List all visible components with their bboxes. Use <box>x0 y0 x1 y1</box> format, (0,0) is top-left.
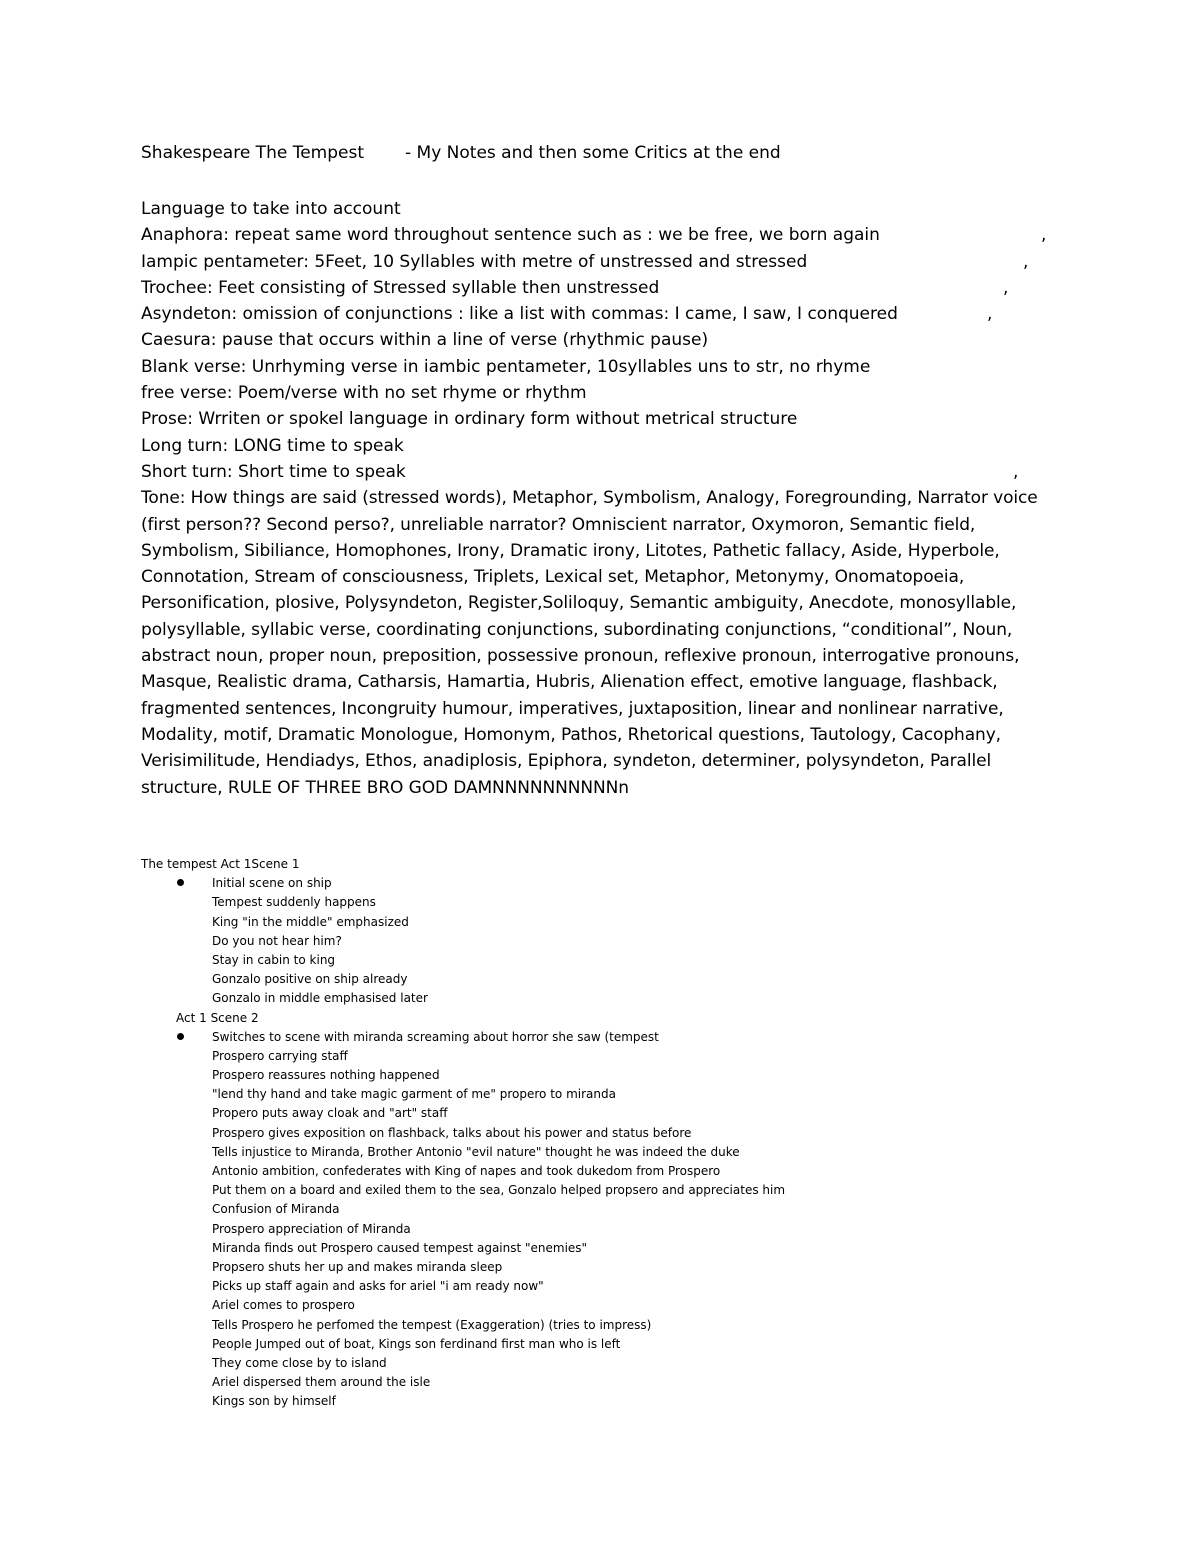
list-item: Switches to scene with miranda screaming about horror she saw (tempest <box>212 1028 1041 1047</box>
scene1-heading: The tempest Act 1Scene 1 <box>141 857 300 871</box>
glossary-line-text: Anaphora: repeat same word throughout sentence such as : we be free, we born again <box>141 225 880 246</box>
list-item: Stay in cabin to king <box>212 952 336 967</box>
glossary-line <box>141 354 1061 380</box>
list-item: Antonio ambition, confederates with King of napes and took dukedom from Prospero <box>212 1164 721 1178</box>
glossary-line <box>141 433 1061 459</box>
glossary-line-text: Caesura: pause that occurs within a line of verse (rhythmic pause) <box>141 330 709 351</box>
list-item: Prospero reassures nothing happened <box>212 1068 440 1083</box>
glossary-heading: Language to take into account <box>141 199 401 219</box>
stray-comma: , <box>1013 461 1019 482</box>
glossary-line <box>141 327 1061 353</box>
bullet-icon <box>177 879 184 886</box>
list-item: Prospero carrying staff <box>212 1048 348 1063</box>
list-item: They come close by to island <box>212 1355 387 1370</box>
glossary-line-text: Asyndeton: omission of conjunctions : like a list with commas: I came, I saw, I conquered <box>141 304 898 325</box>
glossary-line <box>141 459 1061 485</box>
glossary-line <box>141 222 1061 248</box>
stray-comma: , <box>1003 277 1009 298</box>
list-item: Tempest suddenly happens <box>212 895 376 910</box>
glossary-line-text: free verse: Poem/verse with no set rhyme or rhythm <box>141 383 587 404</box>
glossary-line <box>141 275 1061 301</box>
list-item: Ariel dispersed them around the isle <box>212 1375 431 1390</box>
list-item: Miranda finds out Prospero caused tempest against "enemies" <box>212 1240 588 1255</box>
list-item: Tells Prospero he perfomed the tempest (Exaggeration) (tries to impress) <box>212 1317 652 1332</box>
scene2-list <box>141 1028 1041 1412</box>
list-item: Put them on a board and exiled them to the sea, Gonzalo helped propsero and appreciates him <box>212 1183 786 1198</box>
scene-notes <box>141 855 1041 1411</box>
document-title <box>141 143 781 163</box>
title-subtitle: - My Notes and then some Critics at the end <box>405 143 781 163</box>
bullet-icon <box>177 1033 184 1040</box>
list-item: King "in the middle" emphasized <box>212 914 409 929</box>
list-item: Gonzalo in middle emphasised later <box>212 991 428 1006</box>
glossary-line <box>141 406 1061 432</box>
glossary-line-text: Trochee: Feet consisting of Stressed syllable then unstressed <box>141 277 660 298</box>
tone-paragraph: Tone: How things are said (stressed words), Metaphor, Symbolism, Analogy, Foregrounding, Narrator voice (first person?? Second perso?, unreliable narrator? Omniscient narrator, Oxymoron, Semantic field, Symbolism, Sibiliance, Homophones, Irony, Dramatic irony, Litotes, Pathetic fallacy, Aside, Hyperbole, Connotation, Stream of consciousness, Triplets, Lexical set, Metaphor, Metonymy, Onomatopoeia, Personification, plosive, Polysyndeton, Register,Soliloquy, Semantic ambiguity, Anecdote, monosyllable, polysyllable, syllabic verse, coordinating conjunctions, subordinating conjunctions, “conditional”, Noun, abstract noun, proper noun, preposition, possessive pronoun, reflexive pronoun, interrogative pronouns, Masque, Realistic drama, Catharsis, Hamartia, Hubris, Alienation effect, emotive language, flashback, fragmented sentences, Incongruity humour, imperatives, juxtaposition, linear and nonlinear narrative, Modality, motif, Dramatic Monologue, Homonym, Pathos, Rhetorical questions, Tautology, Cacophany, Verisimilitude, Hendiadys, Ethos, anadiplosis, Epiphora, syndeton, determiner, polysyndeton, Parallel structure, RULE OF THREE BRO GOD DAMNNNNNNNNNNn <box>141 488 1038 798</box>
list-item: Do you not hear him? <box>212 933 342 948</box>
list-item: People Jumped out of boat, Kings son ferdinand first man who is left <box>212 1336 621 1351</box>
title-main: Shakespeare The Tempest <box>141 143 364 163</box>
stray-comma: , <box>1023 251 1029 272</box>
list-item: Ariel comes to prospero <box>212 1298 355 1313</box>
glossary-line-text: Short turn: Short time to speak <box>141 461 406 482</box>
scene1-list <box>141 874 1041 1008</box>
list-item: Tells injustice to Miranda, Brother Antonio "evil nature" thought he was indeed the duke <box>212 1144 740 1159</box>
list-item: Prospero appreciation of Miranda <box>212 1221 411 1236</box>
list-item: Initial scene on ship <box>212 874 1041 893</box>
list-item: Propero puts away cloak and "art" staff <box>212 1106 448 1121</box>
scene2-heading: Act 1 Scene 2 <box>176 1010 259 1025</box>
glossary-line-text: Long turn: LONG time to speak <box>141 435 404 456</box>
list-item: Confusion of Miranda <box>212 1202 340 1217</box>
list-item: Propsero shuts her up and makes miranda sleep <box>212 1259 503 1274</box>
list-item: "lend thy hand and take magic garment of me" propero to miranda <box>212 1087 616 1102</box>
glossary-line <box>141 301 1061 327</box>
language-glossary <box>141 196 1061 801</box>
glossary-line-text: Blank verse: Unrhyming verse in iambic pentameter, 10syllables uns to str, no rhyme <box>141 356 871 377</box>
stray-comma: , <box>987 304 993 325</box>
glossary-line <box>141 380 1061 406</box>
list-item: Gonzalo positive on ship already <box>212 972 408 987</box>
glossary-line <box>141 249 1061 275</box>
list-item: Picks up staff again and asks for ariel "i am ready now" <box>212 1279 544 1294</box>
stray-comma: , <box>1041 225 1047 246</box>
glossary-line-text: Prose: Wrriten or spokel language in ordinary form without metrical structure <box>141 409 798 430</box>
glossary-line-text: Iampic pentameter: 5Feet, 10 Syllables with metre of unstressed and stressed <box>141 251 808 272</box>
list-item: Prospero gives exposition on flashback, talks about his power and status before <box>212 1125 692 1140</box>
list-item: Kings son by himself <box>212 1394 336 1409</box>
